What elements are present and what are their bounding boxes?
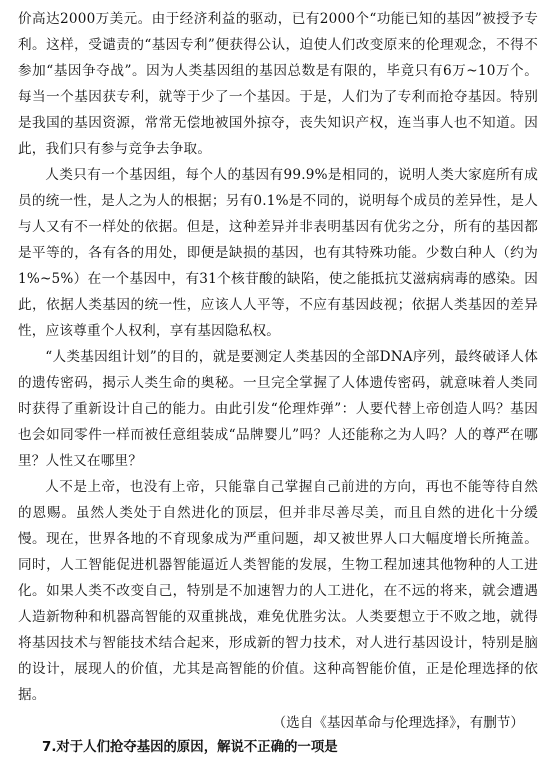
question-7: 7.对于人们抢夺基因的原因，解说不正确的一项是	[42, 740, 338, 755]
paragraph-4: 人不是上帝，也没有上帝，只能靠自己掌握自己前进的方向，再也不能等待自然的恩赐。虽然人类处于自然进化的顶层，但并非尽善尽美，而且自然的进化十分缓慢。现在，世界各地的不育现象成为严重问题，却又被世界人口大幅度增长所掩盖。同时，人工智能促进机器智能逼近人类智能的发展，生物工程加速其他物种的人工进化。如果人类不改变自己，特别是不加速智力的人工进化，在不远的将来，就会遭遇人造新物种和机器高智能的双重挑战，难免优胜劣汰。人类要想立于不败之地，就得将基因技术与智能技术结合起来，形成新的智力技术，对人进行基因设计，特别是脑的设计，展现人的价值，尤其是高智能的价值。这种高智能价值，正是伦理选择的依据。	[18, 479, 538, 703]
paragraph-1: 价高达2000万美元。由于经济利益的驱动，已有2000个“功能已知的基因”被授予专利。这样，受谴责的“基因专利”便获得公认，迫使人们改变原来的伦理观念，不得不参加“基因争夺战”。因为人类基因组的基因总数是有限的，毕竟只有6万~10万个。每当一个基因获专利，就等于少了一个基因。于是，人们为了专利而抢夺基因。特别是我国的基因资源，常常无偿地被国外掠夺，丧失知识产权，连当事人也不知道。因此，我们只有参与竞争去争取。	[18, 11, 538, 157]
paragraph-3: “人类基因组计划”的目的，就是要测定人类基因的全部DNA序列，最终破译人体的遗传密码，揭示人类生命的奥秘。一旦完全掌握了人体遗传密码，就意味着人类同时获得了重新设计自己的能力。由此引发“伦理炸弹”：人要代替上帝创造人吗？基因也会如同零件一样而被任意组装成“品牌婴儿”吗？人还能称之为人吗？人的尊严在哪里？人性又在哪里？	[18, 349, 538, 469]
source-citation: （选自《基因革命与伦理选择》，有删节）	[272, 715, 524, 731]
paragraph-2: 人类只有一个基因组，每个人的基因有99.9%是相同的，说明人类大家庭所有成员的统一性，是人之为人的根据；另有0.1%是不同的，说明每个成员的差异性，是人与人又有不一样处的依据。但是，这种差异并非表明基因有优劣之分，所有的基因都是平等的，各有各的用处，即便是缺损的基因，也有其特殊功能。少数白种人（约为1%~5%）在一个基因中，有31个核苷酸的缺陷，使之能抵抗艾滋病病毒的感染。因此，依据人类基因的统一性，应该人人平等，不应有基因歧视；依据人类基因的差异性，应该尊重个人权利，享有基因隐私权。	[18, 167, 538, 339]
